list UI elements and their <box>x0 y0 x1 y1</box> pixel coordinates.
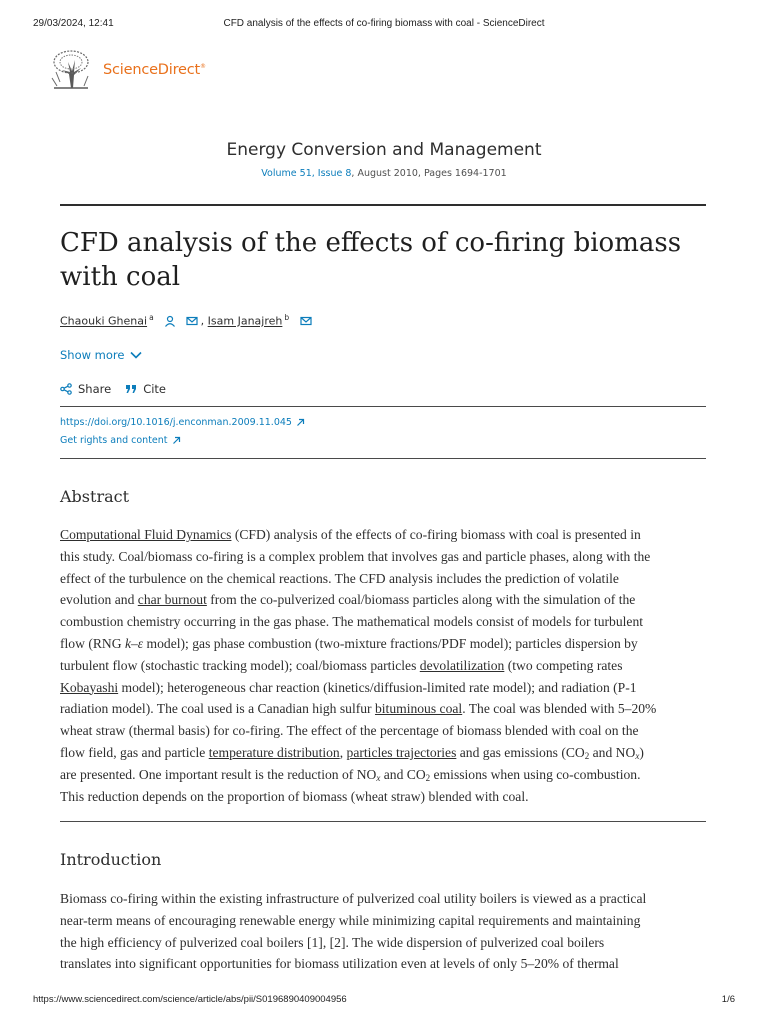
rights-link[interactable] <box>60 435 181 446</box>
keyword-link[interactable]: bituminous coal <box>374 701 463 717</box>
journal-volume-info <box>0 168 768 179</box>
cite-button[interactable] <box>125 382 166 396</box>
affiliation-marker: b <box>284 313 290 322</box>
author-separator: , <box>200 314 205 328</box>
print-page-number: 1/6 <box>721 994 735 1005</box>
share-icon <box>60 383 72 395</box>
abstract-heading: Abstract <box>60 487 130 506</box>
abstract-line: effect of the turbulence on the chemical reactions. The CFD analysis includes the prediction of volatile <box>60 570 619 586</box>
keyword-link[interactable]: char burnout <box>137 592 207 608</box>
abstract-line: This reduction depends on the proportion of biomass (wheat straw) blended with coal. <box>60 788 529 804</box>
introduction-heading: Introduction <box>60 850 162 869</box>
doi-divider <box>60 458 706 459</box>
intro-line: near-term means of encouraging renewable energy while minimizing capital requirements and maintaining <box>60 912 641 928</box>
chevron-down-icon <box>130 351 142 359</box>
article-title: CFD analysis of the effects of co-firing biomass with coal <box>60 228 682 292</box>
share-label: Share <box>78 382 112 396</box>
abstract-line: Kobayashi model); heterogeneous char reaction (kinetics/diffusion-limited rate model); and radiation (P-1 <box>60 679 637 695</box>
cite-label: Cite <box>143 382 166 396</box>
sciencedirect-logo[interactable] <box>48 48 208 92</box>
keyword-link[interactable]: temperature distribution <box>208 744 340 760</box>
introduction-body <box>60 888 710 975</box>
doi-text: https://doi.org/10.1016/j.enconman.2009.11.045 <box>60 417 292 428</box>
quote-icon <box>125 383 137 395</box>
volume-issue-link[interactable]: Volume 51, Issue 8 <box>261 168 352 179</box>
rights-text: Get rights and content <box>60 435 168 446</box>
keyword-link[interactable]: Kobayashi <box>60 679 119 695</box>
abstract-line: wheat straw (thermal basis) for co-firing. The effect of the percentage of biomass blended with coal on the <box>60 723 639 739</box>
author-link[interactable]: Isam Janajreh <box>207 314 283 328</box>
elsevier-tree-logo-icon <box>48 48 94 90</box>
keyword-link[interactable]: particles trajectories <box>346 744 457 760</box>
article-actions <box>60 382 166 396</box>
print-url: https://www.sciencedirect.com/science/article/abs/pii/S0196890409004956 <box>33 994 347 1005</box>
actions-divider <box>60 406 706 407</box>
author-link[interactable]: Chaouki Ghenai <box>60 314 148 328</box>
print-footer <box>33 994 735 1008</box>
author-list <box>60 313 315 328</box>
doi-link[interactable] <box>60 417 305 428</box>
show-more-button[interactable] <box>60 348 142 362</box>
print-datetime: 29/03/2024, 12:41 <box>33 18 114 29</box>
abstract-divider <box>60 821 706 822</box>
person-icon[interactable] <box>164 315 176 327</box>
affiliation-marker: a <box>149 313 154 322</box>
abstract-line: combustion chemistry occurring in the gas phase. The mathematical models consist of models for turbulent <box>60 614 644 630</box>
abstract-line: flow field, gas and particle temperature distribution, particles trajectories and gas emissions ($CO_2$ and $NO_x$) <box>60 744 644 761</box>
share-button[interactable] <box>60 382 111 396</box>
print-header <box>33 18 735 32</box>
journal-title[interactable]: Energy Conversion and Management <box>226 140 542 160</box>
print-page-title: CFD analysis of the effects of co-firing biomass with coal - ScienceDirect <box>223 18 545 29</box>
date-pages: , August 2010, Pages 1694-1701 <box>351 168 507 179</box>
abstract-line: evolution and char burnout from the co-pulverized coal/biomass particles along with the simulation of the <box>60 592 636 608</box>
intro-line: Biomass co-firing within the existing infrastructure of pulverized coal utility boilers is viewed as a practical <box>60 891 647 906</box>
intro-line: translates into significant opportunities for biomass utilization even at levels of only 5–20% of thermal <box>60 956 619 972</box>
abstract-line: this study. Coal/biomass co-firing is a complex problem that involves gas and particle phases, along with the <box>60 548 651 564</box>
intro-line: the high efficiency of pulverized coal boilers [1], [2]. The wide dispersion of pulverized coal boilers <box>60 934 605 950</box>
brand-name: ScienceDirect® <box>103 62 206 78</box>
show-more-label: Show more <box>60 348 125 362</box>
abstract-line: turbulent flow (stochastic tracking model); coal/biomass particles devolatilization (two competing rates <box>60 657 623 673</box>
external-arrow-icon <box>296 418 305 427</box>
keyword-link[interactable]: devolatilization <box>419 657 505 673</box>
abstract-line: Computational Fluid Dynamics (CFD) analysis of the effects of co-firing biomass with coal is presented in <box>60 527 641 542</box>
envelope-icon[interactable] <box>186 315 198 327</box>
abstract-line: radiation model). The coal used is a Canadian high sulfur bituminous coal. The coal was blended with 5–20% <box>60 701 657 717</box>
abstract-line: are presented. One important result is the reduction of $NO_x$ and $CO_2$ emissions when using co-combustion. <box>60 766 641 783</box>
abstract-line: flow (RNG k–ε model); gas phase combustion (two-mixture fractions/PDF model); particles dispersion by <box>60 635 638 651</box>
external-arrow-icon <box>172 436 181 445</box>
envelope-icon[interactable] <box>300 315 312 327</box>
keyword-link[interactable]: Computational Fluid Dynamics <box>60 527 232 542</box>
header-divider <box>60 204 706 206</box>
abstract-body <box>60 524 710 807</box>
